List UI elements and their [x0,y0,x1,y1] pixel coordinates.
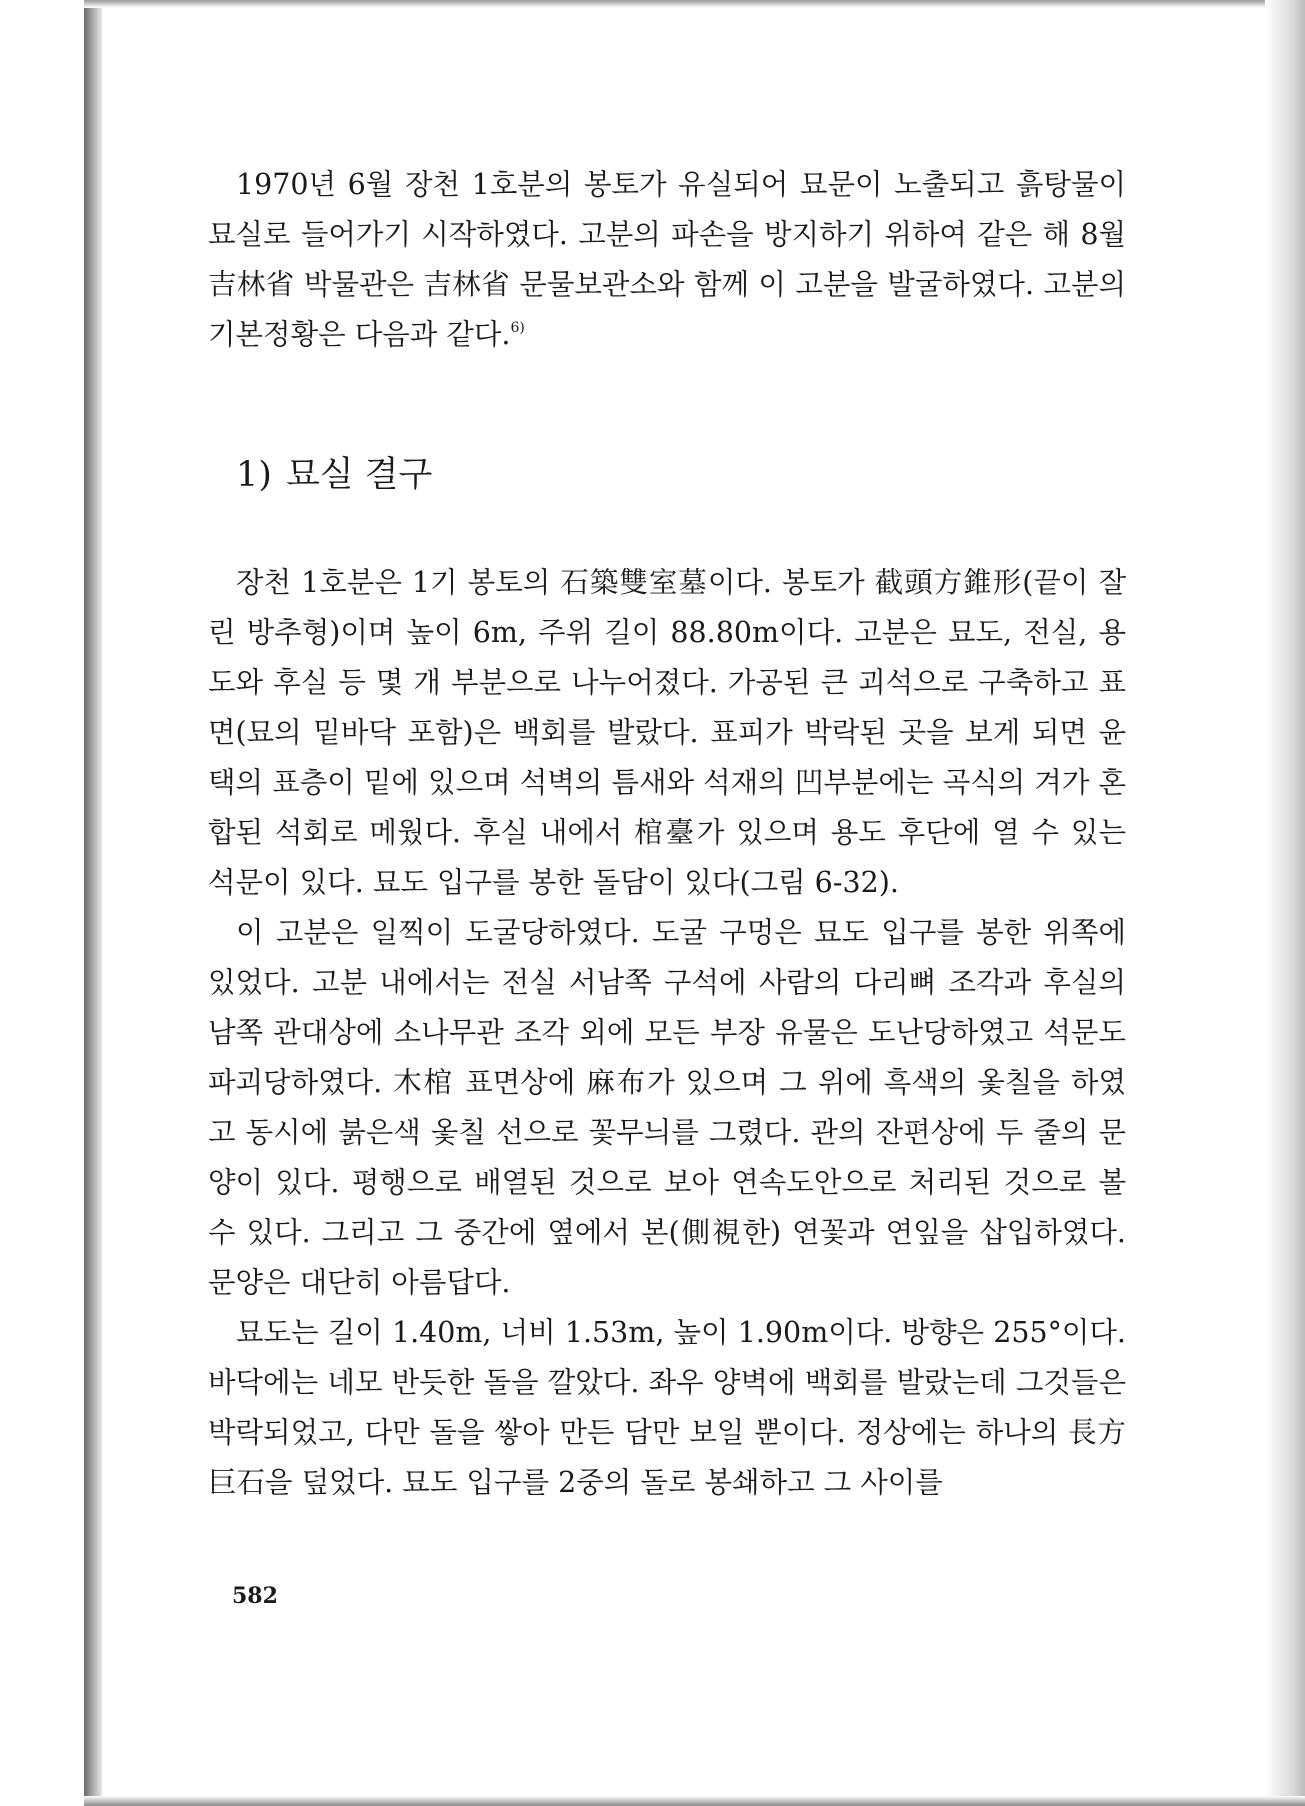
section-heading [236,450,1126,500]
section-number: 1) [236,455,272,495]
page-top-edge [84,0,1305,8]
footnote-marker: 6) [510,320,525,336]
section-title: 묘실 결구 [285,455,433,495]
intro-text: 1970년 6월 장천 1호분의 봉토가 유실되어 묘문이 노출되고 흙탕물이 묘실로 들어가기 시작하였다. 고분의 파손을 방지하기 위하여 같은 해 8월 吉林省 박물관은 吉林省 문물보관소와 함께 이 고분을 발굴하였다. 고분의 기본정황은 다음과 같다. [208,168,1126,351]
intro-paragraph [208,160,1126,360]
page-right-shadow [1265,0,1305,1806]
body-paragraph-2: 이 고분은 일찍이 도굴당하였다. 도굴 구멍은 묘도 입구를 봉한 위쪽에 있었다. 고분 내에서는 전실 서남쪽 구석에 사람의 다리뼈 조각과 후실의 남쪽 관대상에 소나무관 조각 외에 모든 부장 유물은 도난당하였고 석문도 파괴당하였다. 木棺 표면상에 麻布가 있으며 그 위에 흑색의 옻칠을 하였고 동시에 붉은색 옻칠 선으로 꽃무늬를 그렸다. 관의 잔편상에 두 줄의 문양이 있다. 평행으로 배열된 것으로 보아 연속도안으로 처리된 것으로 볼 수 있다. 그리고 그 중간에 옆에서 본(側視한) 연꽃과 연잎을 삽입하였다. 문양은 대단히 아름답다. [208,916,1126,1299]
body-paragraph-3: 묘도는 길이 1.40m, 너비 1.53m, 높이 1.90m이다. 방향은 255°이다. 바닥에는 네모 반듯한 돌을 깔았다. 좌우 양벽에 백회를 발랐는데 그것들은 박락되었고, 다만 돌을 쌓아 만든 담만 보일 뿐이다. 정상에는 하나의 長方巨石을 덮었다. 묘도 입구를 2중의 돌로 봉쇄하고 그 사이를 [208,1316,1126,1499]
page-bottom-edge [84,1796,1305,1806]
body-paragraph-1: 장천 1호분은 1기 봉토의 石築雙室墓이다. 봉토가 截頭方錐形(끝이 잘린 방추형)이며 높이 6m, 주위 길이 88.80m이다. 고분은 묘도, 전실, 용도와 후실 등 몇 개 부분으로 나누어졌다. 가공된 큰 괴석으로 구축하고 표면(묘의 밑바닥 포함)은 백회를 발랐다. 표피가 박락된 곳을 보게 되면 윤택의 표층이 밑에 있으며 석벽의 틈새와 석재의 凹부분에는 곡식의 겨가 혼합된 석회로 메웠다. 후실 내에서 棺臺가 있으며 용도 후단에 열 수 있는 석문이 있다. 묘도 입구를 봉한 돌담이 있다(그림 6-32). [208,566,1126,899]
page-content [208,160,1126,1508]
page-left-edge [84,0,102,1806]
page-number: 582 [232,1583,278,1609]
